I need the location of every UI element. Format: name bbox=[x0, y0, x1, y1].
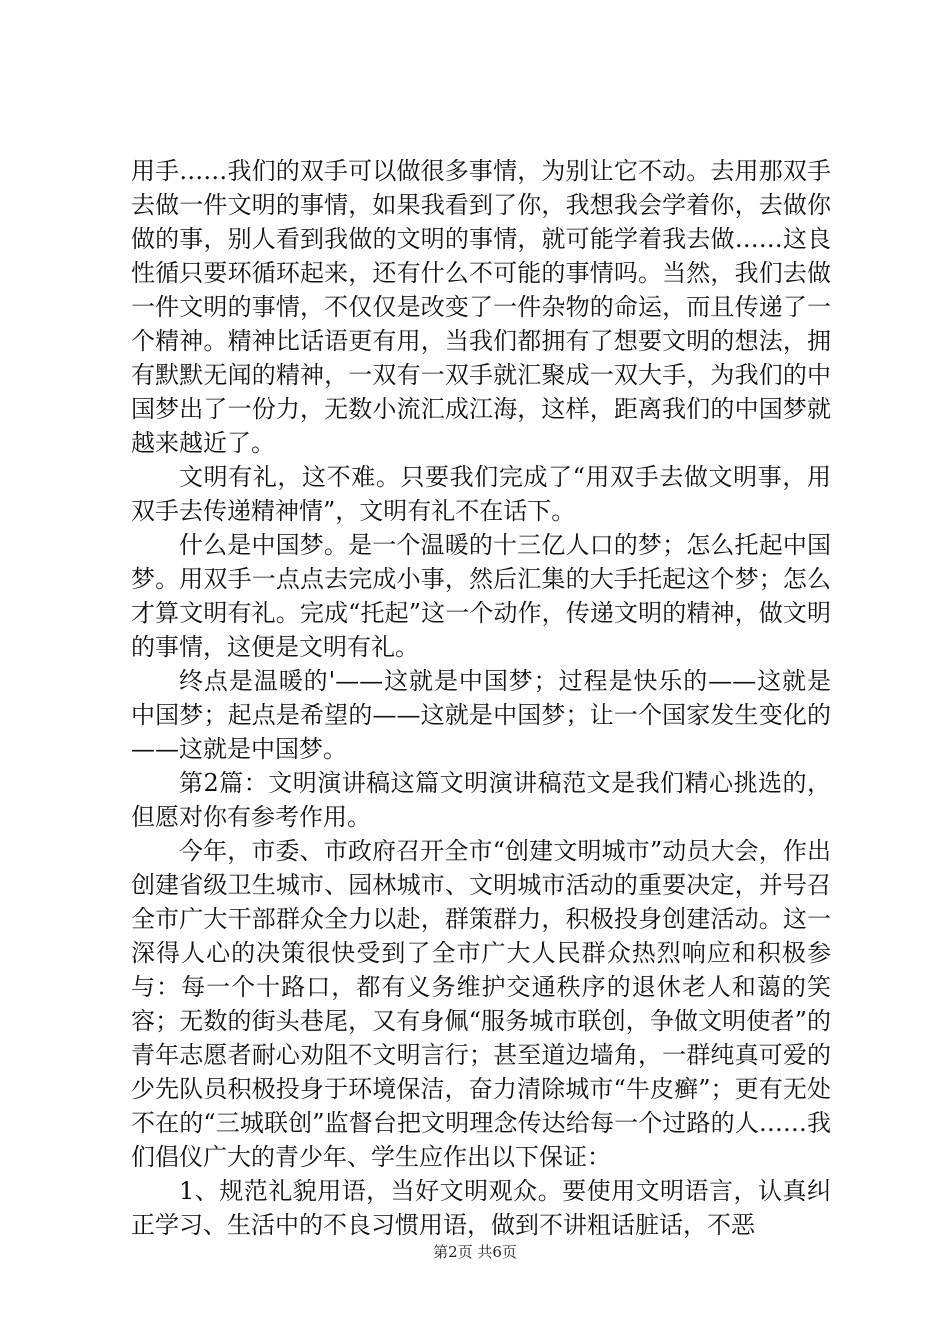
paragraph-2: 文明有礼，这不难。只要我们完成了“用双手去做文明事，用双手去传递精神情”，文明有礼不在话下。 bbox=[131, 463, 831, 525]
document-body bbox=[131, 154, 831, 1242]
paragraph-3: 什么是中国梦。是一个温暖的十三亿人口的梦；怎么托起中国梦。用双手一点点去完成小事，然后汇集的大手托起这个梦；怎么才算文明有礼。完成“托起”这一个动作，传递文明的精神，做文明的事情，这便是文明有礼。 bbox=[131, 531, 831, 661]
paragraph-7: 1、规范礼貌用语，当好文明观众。要使用文明语言，认真纠正学习、生活中的不良习惯用语，做到不讲粗话脏话，不恶 bbox=[131, 1177, 831, 1239]
paragraph-5: 第2篇：文明演讲稿这篇文明演讲稿范文是我们精心挑选的，但愿对你有参考作用。 bbox=[131, 769, 831, 831]
paragraph-6: 今年，市委、市政府召开全市“创建文明城市”动员大会，作出创建省级卫生城市、园林城市、文明城市活动的重要决定，并号召全市广大干部群众全力以赴，群策群力，积极投身创建活动。这一深得人心的决策很快受到了全市广大人民群众热烈响应和积极参与：每一个十路口，都有义务维护交通秩序的退休老人和蔼的笑容；无数的街头巷尾，又有身佩“服务城市联创，争做文明使者”的青年志愿者耐心劝阻不文明言行；甚至道边墙角，一群纯真可爱的少先队员积极投身于环境保洁，奋力清除城市“牛皮癣”；更有无处不在的“三城联创”监督台把文明理念传达给每一个过路的人……我们倡仪广大的青少年、学生应作出以下保证： bbox=[131, 837, 831, 1171]
paragraph-1: 用手……我们的双手可以做很多事情，为别让它不动。去用那双手去做一件文明的事情，如果我看到了你，我想我会学着你，去做你做的事，别人看到我做的文明的事情，就可能学着我去做……这良性循只要环循环起来，还有什么不可能的事情吗。当然，我们去做一件文明的事情，不仅仅是改变了一件杂物的命运，而且传递了一个精神。精神比话语更有用，当我们都拥有了想要文明的想法，拥有默默无闻的精神，一双有一双手就汇聚成一双大手，为我们的中国梦出了一份力，无数小流汇成江海，这样，距离我们的中国梦就越来越近了。 bbox=[131, 157, 831, 457]
page-number-footer: 第2页 共6页 bbox=[433, 1243, 517, 1261]
paragraph-4: 终点是温暖的'——这就是中国梦；过程是快乐的——这就是中国梦；起点是希望的——这就是中国梦；让一个国家发生变化的——这就是中国梦。 bbox=[131, 667, 831, 763]
